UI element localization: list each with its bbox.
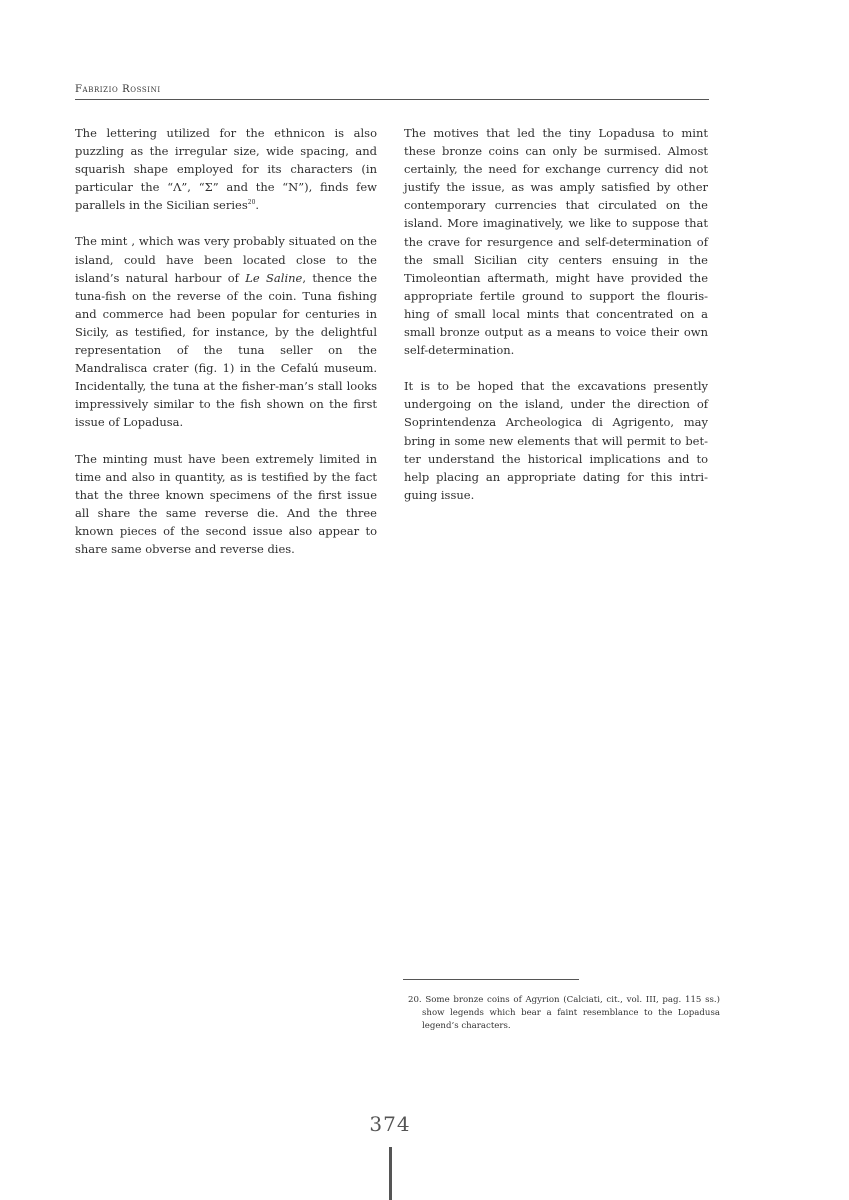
footnote-text: Some bronze coins of Agyrion (Calciati, cit., vol. III, pag. 115 ss.) show legends which bear a faint resemblance to the Lopadusa legend’s characters.: [422, 995, 720, 1031]
right-column: [404, 124, 708, 522]
running-header: [75, 84, 709, 95]
paragraph-text: , thence the tuna-fish on the reverse of the coin. Tuna fishing and commerce had been popular for centuries in Sicily, as testified, for instance, by the delightful representation of the tuna seller on the Mandralisca crater (fig. 1) in the Cefalú museum. Incidentally, the tuna at the fisher-man’s stall looks impressively similar to the fish shown on the first issue of Lopadusa.: [75, 270, 377, 430]
paragraph-text: The mint , which was very probably situated on the island, could have been located close to the island’s natural harbour of: [75, 234, 377, 285]
paragraph: It is to be hoped that the excavations presently undergoing on the island, under the direction of Soprintendenza Archeologica di Agrigento, may bring in some new elements that will permit to bet-ter understand the historical implications and to help placing an appropriate dating for this intri-guing issue.: [404, 379, 708, 502]
paragraph-text: The lettering utilized for the ethnicon is also puzzling as the irregular size, wide spacing, and squarish shape employed for its characters (in particular the “Λ”, “Σ” and the “N”), finds few parallels in the Sicilian series: [75, 126, 377, 213]
header-author: Fabrizio Rossini: [75, 84, 161, 95]
paragraph: [75, 232, 377, 431]
paragraph-text: .: [255, 198, 260, 213]
header-rule: [75, 99, 709, 100]
footnote-ref[interactable]: 20: [247, 199, 256, 207]
left-column: [75, 124, 377, 576]
footnote-number: 20.: [408, 995, 422, 1005]
page-number-bar: [389, 1147, 392, 1200]
footnote-rule: [403, 979, 579, 980]
italic-place-name: Le Saline: [245, 270, 303, 285]
paragraph: The minting must have been extremely limited in time and also in quantity, as is testified by the fact that the three known specimens of the first issue all share the same reverse die. And the three known pieces of the second issue also appear to share same obverse and reverse dies.: [75, 451, 377, 556]
page-number: 374: [369, 1112, 411, 1136]
footnote: [408, 994, 720, 1033]
paragraph: The motives that led the tiny Lopadusa to mint these bronze coins can only be surmised. Almost certainly, the need for exchange currency did not justify the issue, as was amply satisfied by other contemporary currencies that circulated on the island. More imaginatively, we like to suppose that the crave for resurgence and self-determination of the small Sicilian city centers ensuing in the Timoleontian aftermath, might have provided the appropriate fertile ground to support the flouris-hing of small local mints that concentrated on a small bronze output as a means to voice their own self-determination.: [404, 126, 708, 358]
paragraph: [75, 124, 377, 214]
